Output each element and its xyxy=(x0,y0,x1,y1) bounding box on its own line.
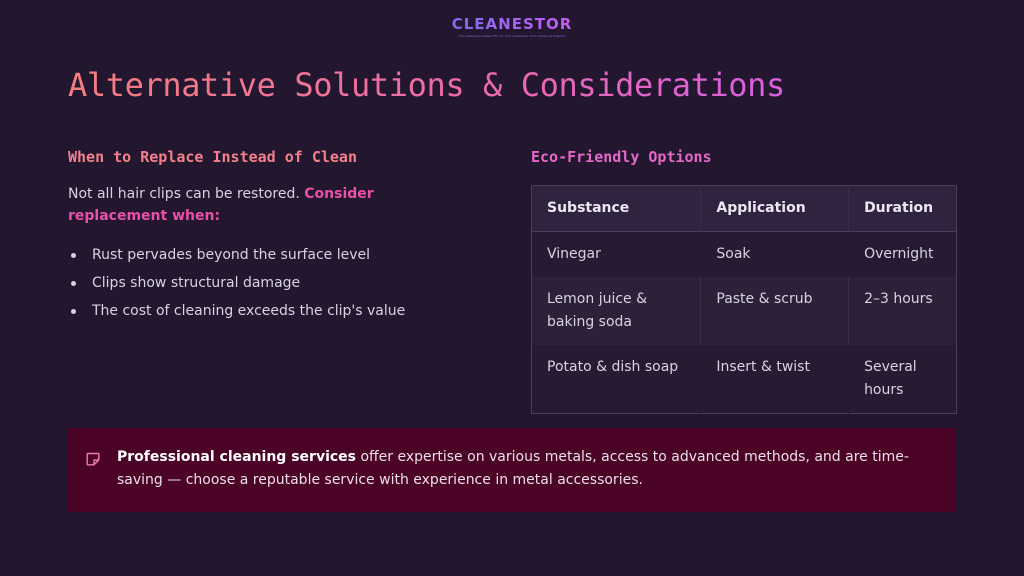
table-row xyxy=(532,277,957,345)
table-row xyxy=(532,232,957,278)
column-header-application: Application xyxy=(701,186,849,232)
callout-text xyxy=(117,446,916,492)
table-cell: 2–3 hours xyxy=(849,277,957,345)
page-title: Alternative Solutions & Considerations xyxy=(68,66,785,104)
table-cell: Vinegar xyxy=(532,232,701,278)
intro-emphasis: Consider replacement when: xyxy=(68,186,374,224)
bullet-icon xyxy=(71,281,76,286)
callout-bold: Professional cleaning services xyxy=(117,449,356,465)
brand-logo xyxy=(0,14,1024,38)
replace-intro xyxy=(68,183,468,227)
table-cell: Lemon juice & baking soda xyxy=(532,277,701,345)
table-row xyxy=(532,345,957,414)
replace-reasons-list xyxy=(68,241,488,325)
professional-services-callout xyxy=(68,428,956,512)
replace-section-heading: When to Replace Instead of Clean xyxy=(68,148,357,166)
list-item xyxy=(68,269,488,297)
logo-tagline: The Cleaning Answer For All Your Questions From Cleaning Experts xyxy=(458,34,566,38)
column-header-duration: Duration xyxy=(849,186,957,232)
sticky-note-icon xyxy=(86,451,100,474)
table-cell: Potato & dish soap xyxy=(532,345,701,414)
callout-body: offer expertise on various metals, access to advanced methods, and are time-saving — choose a reputable service with experience in metal accessories. xyxy=(117,449,909,488)
list-item-text: Clips show structural damage xyxy=(92,275,301,291)
list-item xyxy=(68,297,488,325)
list-item xyxy=(68,241,488,269)
intro-text: Not all hair clips can be restored. xyxy=(68,186,305,202)
table-cell: Overnight xyxy=(849,232,957,278)
table-cell: Several hours xyxy=(849,345,957,414)
bullet-icon xyxy=(71,309,76,314)
list-item-text: The cost of cleaning exceeds the clip's value xyxy=(92,303,406,319)
table-cell: Insert & twist xyxy=(701,345,849,414)
eco-options-table xyxy=(531,185,957,414)
table-cell: Soak xyxy=(701,232,849,278)
bullet-icon xyxy=(71,253,76,258)
table-cell: Paste & scrub xyxy=(701,277,849,345)
table-header-row xyxy=(532,186,957,232)
list-item-text: Rust pervades beyond the surface level xyxy=(92,247,371,263)
eco-section-heading: Eco-Friendly Options xyxy=(531,148,712,166)
column-header-substance: Substance xyxy=(532,186,701,232)
logo-wordmark: CLEANESTOR xyxy=(451,15,573,33)
